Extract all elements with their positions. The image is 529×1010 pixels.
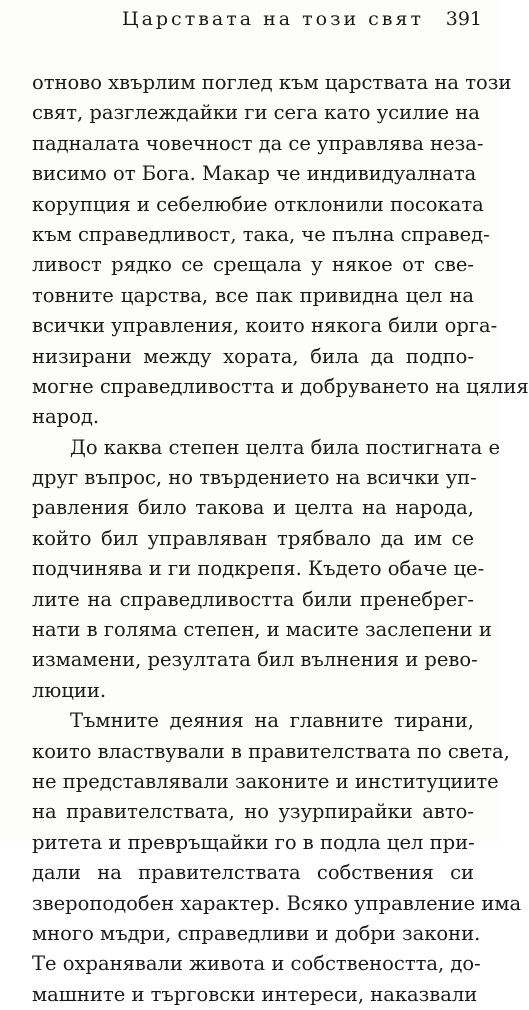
text-line: много мъдри, справедливи и добри закони.	[32, 921, 481, 945]
paragraph	[32, 706, 522, 1010]
text-line: ливост рядко се срещала у някое от све-	[32, 253, 474, 277]
text-line: на правителствата, но узурпирайки авто-	[32, 800, 474, 824]
text-line: машните и търговски интереси, наказвали	[32, 982, 478, 1006]
text-line: отново хвърлим поглед към царствата на този	[32, 71, 512, 94]
paragraph	[32, 433, 501, 707]
paragraph	[32, 68, 529, 433]
text-line: равления било такова и целта на народа,	[32, 496, 474, 520]
page-number: 391	[445, 8, 482, 30]
text-line: ритета и превръщайки го в подла цел при-	[32, 830, 475, 854]
text-line: товните царства, все пак привидна цел на	[32, 283, 474, 307]
text-line: народ.	[32, 405, 100, 429]
text-line: лите на справедливостта били пренебрег-	[32, 587, 474, 611]
text-line: свят, разглеждайки ги сега като усилие на	[32, 101, 480, 125]
text-line: дали на правителствата собствения си	[32, 861, 474, 885]
text-line: нати в голяма степен, и масите заслепени и	[32, 618, 492, 642]
text-line: който бил управляван трябвало да им се	[32, 526, 474, 550]
text-line: падналата човечност да се управлява неза-	[32, 131, 484, 155]
text-line: люции.	[32, 678, 107, 702]
text-line: корупция и себелюбие отклонили посоката	[32, 192, 484, 216]
text-line: висимо от Бога. Макар че индивидуалната	[32, 162, 477, 186]
text-line: звероподобен характер. Всяко управление има	[32, 891, 522, 915]
body-text	[32, 68, 529, 1010]
text-line: низирани между хората, била да подпо-	[32, 344, 474, 368]
text-line: До каква степен целта била постигната е	[70, 435, 501, 459]
text-line: всички управления, които някога били орга-	[32, 314, 498, 338]
running-title: Царствата на този свят	[122, 8, 424, 30]
text-line: които властвували в правителствата по света,	[32, 739, 510, 763]
text-line: подчинява и ги подкрепя. Където обаче це-	[32, 557, 485, 581]
text-line: Тъмните деяния на главните тирани,	[70, 709, 474, 733]
text-line: към справедливост, така, че пълна справед-	[32, 222, 490, 246]
text-line: Те охранявали живота и собствеността, до-	[32, 952, 481, 976]
text-line: не представлявали законите и институциите	[32, 769, 499, 793]
text-line: могне справедливостта и добруването на цялия	[32, 374, 529, 398]
page-header	[30, 8, 482, 34]
text-line: друг въпрос, но твърдението на всички уп-	[32, 466, 477, 490]
text-line: измамени, резултата бил вълнения и рево-	[32, 648, 478, 672]
